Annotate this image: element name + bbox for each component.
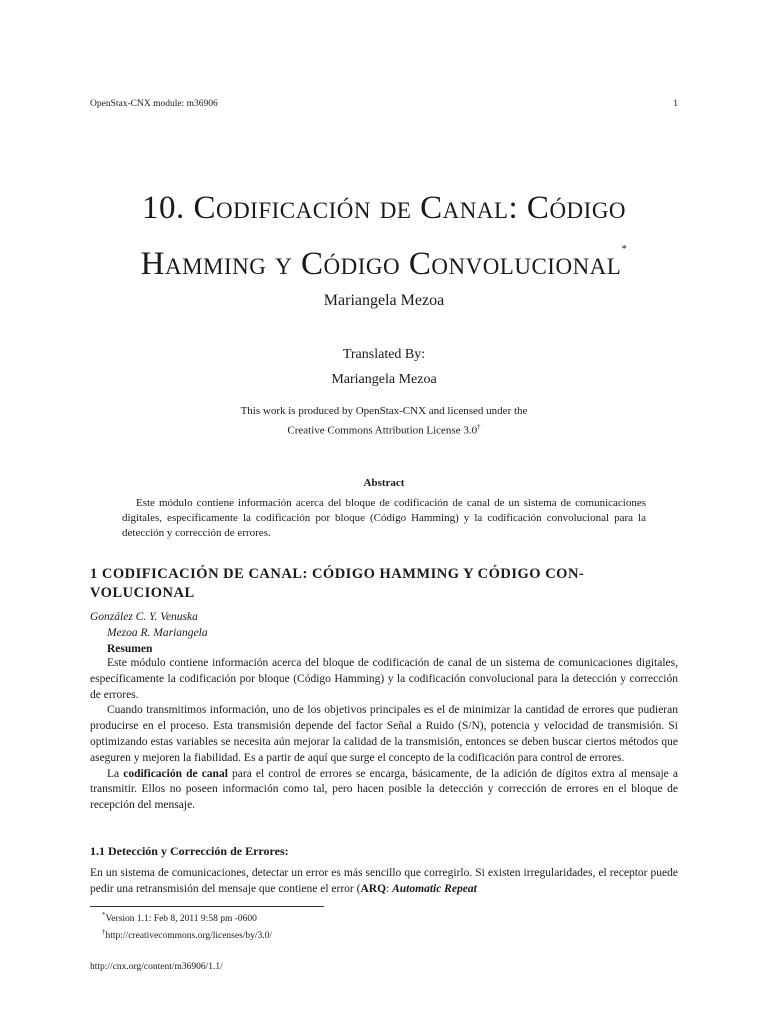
paragraph-3 — [90, 767, 678, 814]
translated-by-label: Translated By: — [342, 347, 426, 362]
section-1-heading-line-1: 1 CODIFICACIÓN DE CANAL: CÓDIGO HAMMING Y CÓDIGO CON- — [90, 566, 585, 582]
license-line-1: This work is produced by OpenStax-CNX and licensed under the — [240, 405, 528, 417]
paragraph-3-rest: para el control de errores se encarga, básicamente, de la adición de dígitos extra al mensaje a transmitir. Ellos no poseen información como tal, pero hacen posible la detección y corrección de errores en el bloque de recepción del mensaje. — [90, 767, 678, 812]
footnote-2-link[interactable]: http://creativecommons.org/licenses/by/3.0/ — [105, 931, 273, 942]
section-author-2: Mezoa R. Mariangela — [107, 627, 208, 639]
title-line-2: Hamming y Código Convolucional — [140, 246, 622, 282]
footnote-1-marker: * — [102, 911, 106, 919]
subsection-1-1-text — [90, 866, 678, 898]
subsection-1-1-heading: 1.1 Detección y Corrección de Errores: — [90, 844, 289, 858]
paragraph-3-term: codificación de canal — [123, 767, 228, 780]
footer-url[interactable]: http://cnx.org/content/m36906/1.1/ — [90, 962, 223, 972]
resumen-heading: Resumen — [107, 643, 153, 655]
license-notice — [0, 403, 768, 439]
document-title — [70, 188, 698, 285]
paragraph-1: Este módulo contiene información acerca del bloque de codificación de canal de un sistema de comunicaciones digitales, específicamente la codificación por bloque (Código Hamming) y la codificación convolucional para la detección y corrección de errores. — [90, 657, 678, 701]
page-number: 1 — [673, 99, 678, 109]
author-name: Mariangela Mezoa — [323, 292, 445, 309]
footnote-1-text: Version 1.1: Feb 8, 2011 9:58 pm -0600 — [105, 914, 257, 925]
module-id: OpenStax-CNX module: m36906 — [90, 99, 218, 109]
section-1-heading — [90, 565, 678, 603]
section-author-1: González C. Y. Venuska — [90, 611, 198, 623]
section-1-body — [90, 656, 678, 814]
paragraph-3-prefix: La — [107, 767, 124, 780]
title-line-1: 10. Codificación de Canal: Código — [141, 190, 627, 226]
abstract-heading: Abstract — [363, 477, 405, 489]
section-authors — [90, 609, 678, 657]
abstract-text: Este módulo contiene información acerca del bloque de codificación de canal de un sistema de comunicaciones digitales, específicamente la codificación por bloque (Código Hamming) y la codificación convolucional para la detección y corrección de errores. — [122, 497, 646, 539]
arq-expansion: Automatic Repeat — [392, 882, 477, 895]
arq-separator: : — [386, 882, 393, 895]
title-footnote-marker: * — [621, 243, 628, 255]
section-1-heading-line-2: VOLUCIONAL — [90, 585, 195, 601]
license-line-2: Creative Commons Attribution License 3.0 — [287, 424, 478, 437]
footnote-divider — [90, 906, 324, 907]
arq-term: ARQ — [360, 882, 387, 895]
running-header — [90, 99, 678, 109]
footnote-1 — [102, 909, 678, 926]
footnotes — [102, 909, 678, 943]
footnote-2-marker: † — [102, 928, 106, 937]
license-footnote-marker: † — [477, 423, 481, 431]
footnote-2 — [102, 926, 678, 943]
paragraph-2: Cuando transmitimos información, uno de los objetivos principales es el de minimizar la cantidad de errores que pudieran producirse en el proceso. Esta transmisión depende del factor Señal a Ruido (S/N), potencia y velocidad de transmisión. Si optimizando estas variables se necesita aún mejorar la calidad de la transmisión, entonces se deben buscar ciertos métodos que aseguren y mejoren la fiabilidad. Es a partir de aquí que surge el concepto de la codificación para control de errores. — [90, 704, 678, 764]
subsection-text-main: En un sistema de comunicaciones, detectar un error es más sencillo que corregirlo. Si existen irregularidades, el receptor puede pedir una retransmisión del mensaje que contiene el error ( — [90, 867, 678, 895]
translator-name: Mariangela Mezoa — [331, 372, 437, 387]
